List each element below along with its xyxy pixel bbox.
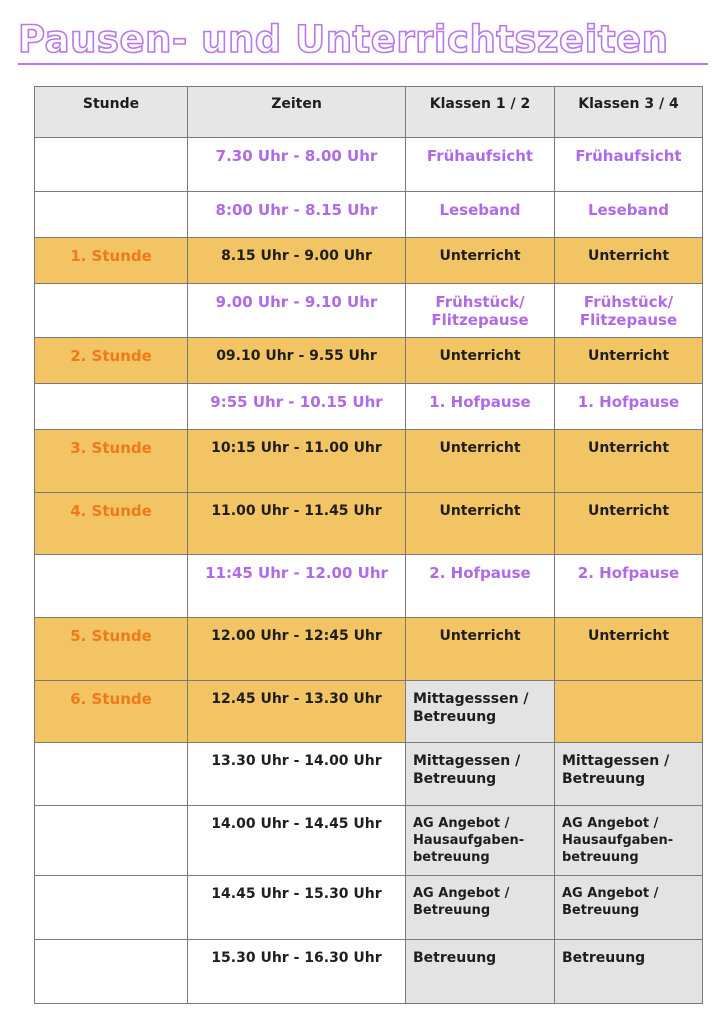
table-row [35, 743, 703, 806]
cell-klassen-1-2: Leseband [406, 192, 555, 238]
cell-zeit: 8:00 Uhr - 8.15 Uhr [188, 192, 406, 238]
cell-klassen-3-4: Mittagessen / Betreuung [555, 743, 703, 806]
cell-klassen-3-4: Leseband [555, 192, 703, 238]
cell-klassen-1-2: 1. Hofpause [406, 384, 555, 430]
cell-zeit: 14.45 Uhr - 15.30 Uhr [188, 876, 406, 940]
header-klassen-1-2: Klassen 1 / 2 [406, 87, 555, 138]
cell-klassen-1-2: AG Angebot / Betreuung [406, 876, 555, 940]
cell-klassen-1-2: Unterricht [406, 430, 555, 493]
cell-klassen-3-4: Unterricht [555, 430, 703, 493]
cell-zeit: 12.45 Uhr - 13.30 Uhr [188, 681, 406, 743]
cell-stunde [35, 876, 188, 940]
cell-klassen-3-4: Frühaufsicht [555, 138, 703, 192]
header-stunde: Stunde [35, 87, 188, 138]
cell-klassen-3-4: Betreuung [555, 940, 703, 1004]
cell-klassen-3-4: Unterricht [555, 493, 703, 555]
cell-zeit: 11:45 Uhr - 12.00 Uhr [188, 555, 406, 618]
cell-stunde [35, 384, 188, 430]
cell-stunde [35, 806, 188, 876]
table-row [35, 430, 703, 493]
cell-stunde [35, 192, 188, 238]
cell-zeit: 11.00 Uhr - 11.45 Uhr [188, 493, 406, 555]
cell-zeit: 15.30 Uhr - 16.30 Uhr [188, 940, 406, 1004]
table-row [35, 555, 703, 618]
cell-klassen-1-2: AG Angebot / Hausaufgaben-betreuung [406, 806, 555, 876]
cell-zeit: 13.30 Uhr - 14.00 Uhr [188, 743, 406, 806]
cell-klassen-3-4: 2. Hofpause [555, 555, 703, 618]
cell-stunde: 5. Stunde [35, 618, 188, 681]
schedule-table [34, 86, 703, 1004]
cell-klassen-3-4: Frühstück/ Flitzepause [555, 284, 703, 338]
cell-klassen-3-4: Unterricht [555, 618, 703, 681]
cell-klassen-1-2: Frühstück/ Flitzepause [406, 284, 555, 338]
cell-klassen-3-4 [555, 681, 703, 743]
table-row [35, 284, 703, 338]
cell-klassen-1-2: Unterricht [406, 238, 555, 284]
cell-stunde [35, 284, 188, 338]
cell-zeit: 12.00 Uhr - 12:45 Uhr [188, 618, 406, 681]
cell-stunde: 3. Stunde [35, 430, 188, 493]
table-row [35, 681, 703, 743]
cell-klassen-1-2: Unterricht [406, 338, 555, 384]
title-area [0, 18, 723, 78]
cell-zeit: 14.00 Uhr - 14.45 Uhr [188, 806, 406, 876]
cell-zeit: 8.15 Uhr - 9.00 Uhr [188, 238, 406, 284]
cell-klassen-1-2: Mittagessen / Betreuung [406, 743, 555, 806]
cell-stunde: 2. Stunde [35, 338, 188, 384]
cell-zeit: 9.00 Uhr - 9.10 Uhr [188, 284, 406, 338]
cell-klassen-1-2: Frühaufsicht [406, 138, 555, 192]
table-row [35, 138, 703, 192]
table-header-row [35, 87, 703, 138]
table-row [35, 338, 703, 384]
cell-stunde [35, 555, 188, 618]
cell-klassen-3-4: Unterricht [555, 238, 703, 284]
cell-klassen-1-2: Mittagesssen / Betreuung [406, 681, 555, 743]
cell-klassen-1-2: Unterricht [406, 618, 555, 681]
table-row [35, 806, 703, 876]
table-row [35, 238, 703, 284]
cell-stunde: 1. Stunde [35, 238, 188, 284]
cell-stunde [35, 743, 188, 806]
table-row [35, 493, 703, 555]
cell-klassen-1-2: Unterricht [406, 493, 555, 555]
cell-stunde [35, 940, 188, 1004]
cell-klassen-1-2: 2. Hofpause [406, 555, 555, 618]
cell-zeit: 10:15 Uhr - 11.00 Uhr [188, 430, 406, 493]
cell-zeit: 09.10 Uhr - 9.55 Uhr [188, 338, 406, 384]
cell-stunde: 6. Stunde [35, 681, 188, 743]
table-row [35, 384, 703, 430]
cell-zeit: 7.30 Uhr - 8.00 Uhr [188, 138, 406, 192]
cell-klassen-3-4: AG Angebot / Betreuung [555, 876, 703, 940]
header-zeiten: Zeiten [188, 87, 406, 138]
page-title: Pausen- und Unterrichtszeiten [18, 18, 669, 61]
cell-stunde: 4. Stunde [35, 493, 188, 555]
table-row [35, 618, 703, 681]
cell-zeit: 9:55 Uhr - 10.15 Uhr [188, 384, 406, 430]
table-row [35, 940, 703, 1004]
cell-klassen-3-4: AG Angebot / Hausaufgaben-betreuung [555, 806, 703, 876]
table-row [35, 876, 703, 940]
cell-stunde [35, 138, 188, 192]
cell-klassen-1-2: Betreuung [406, 940, 555, 1004]
header-klassen-3-4: Klassen 3 / 4 [555, 87, 703, 138]
cell-klassen-3-4: Unterricht [555, 338, 703, 384]
cell-klassen-3-4: 1. Hofpause [555, 384, 703, 430]
title-underline [18, 63, 708, 65]
table-row [35, 192, 703, 238]
